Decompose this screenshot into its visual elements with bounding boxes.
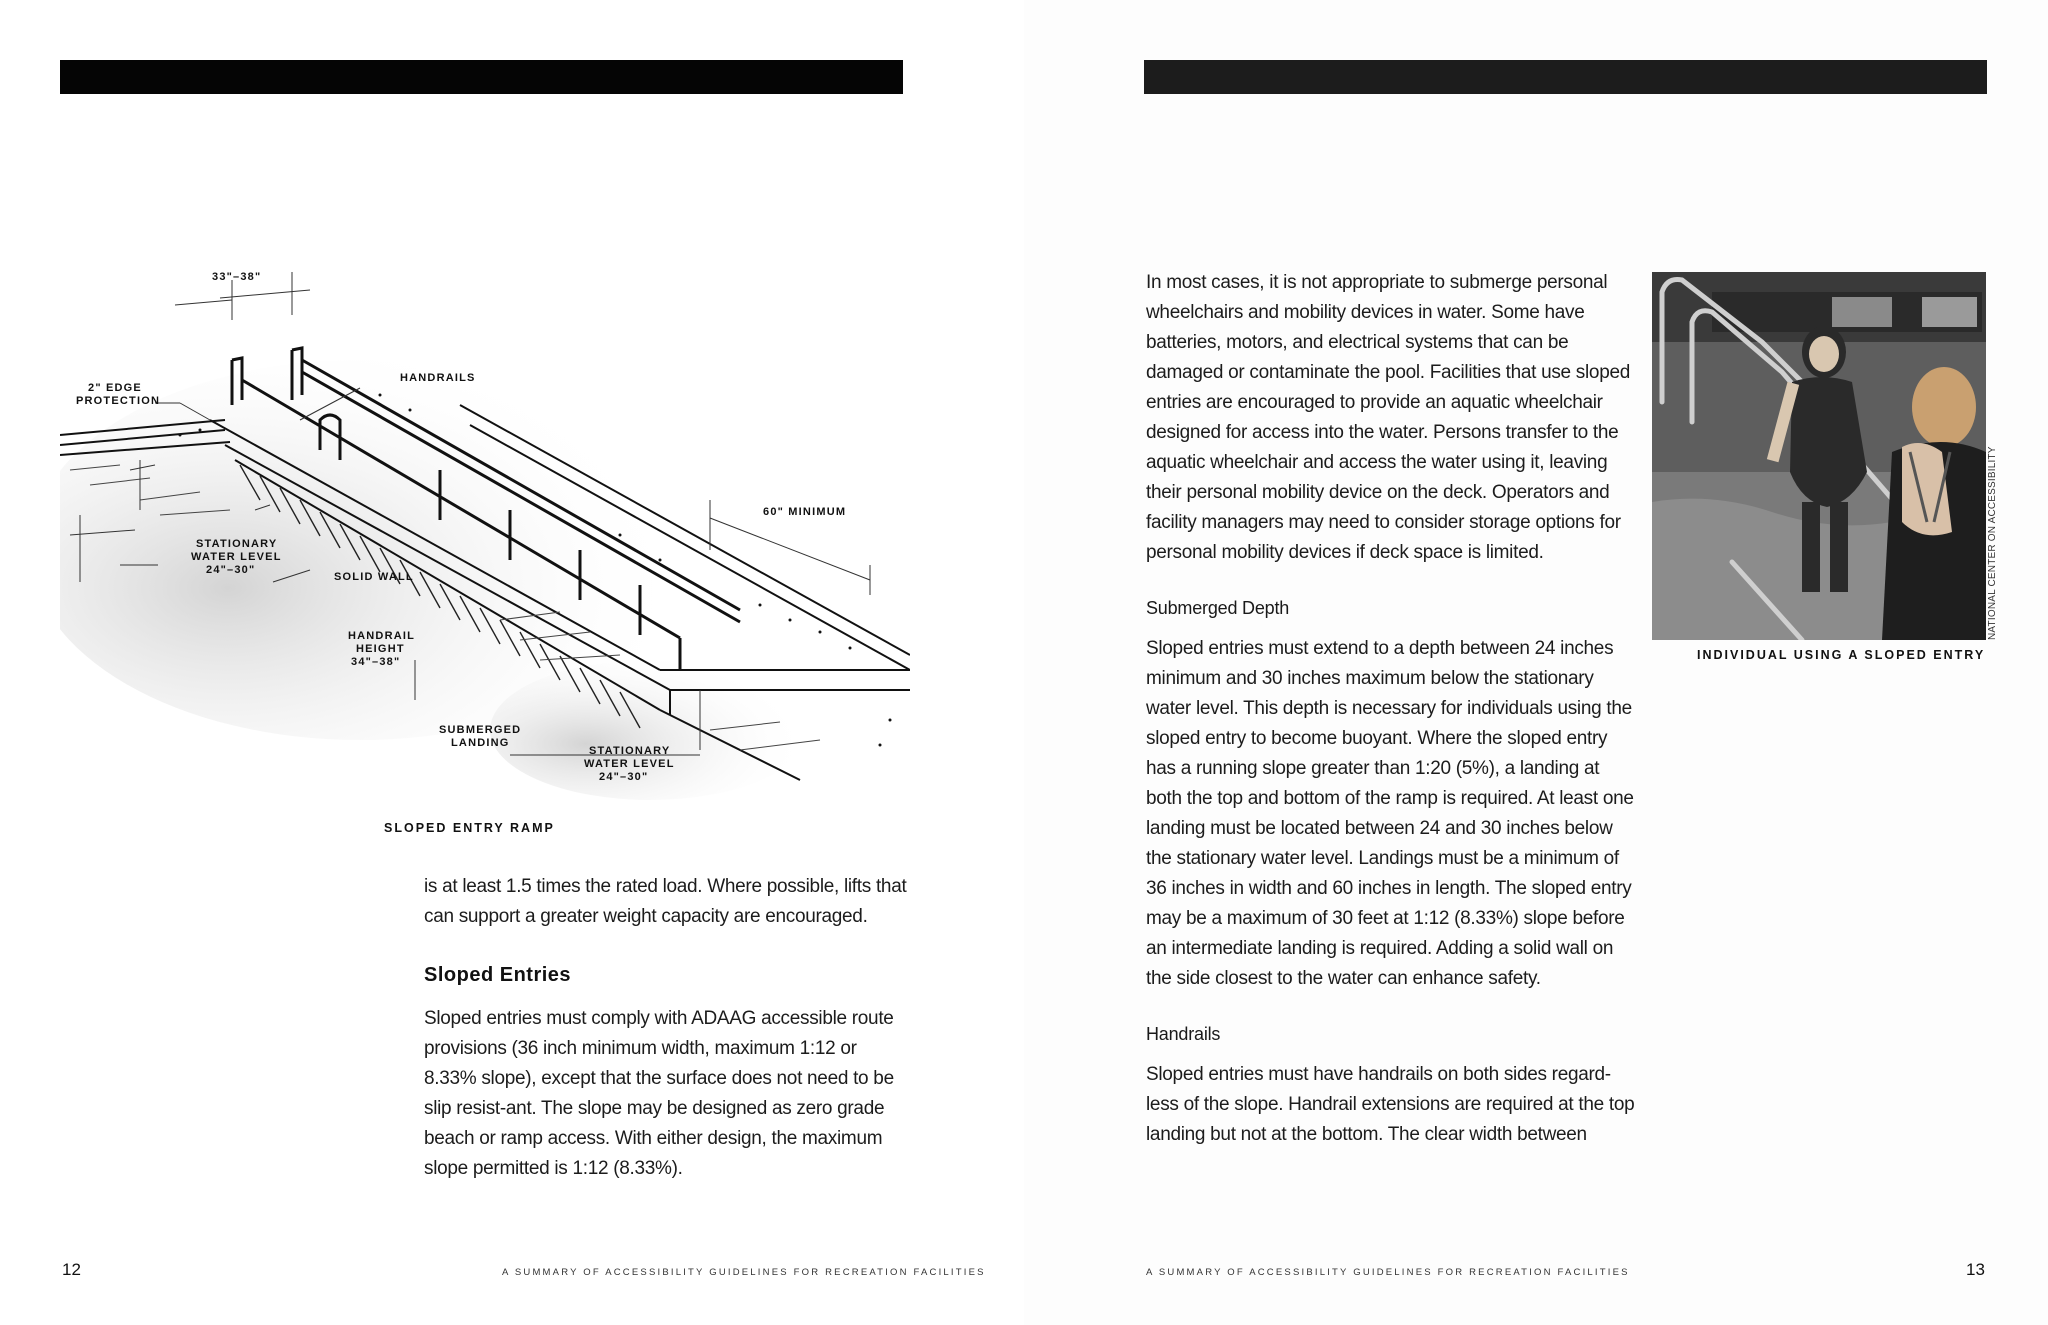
submerged-landing-label-2: LANDING [451, 737, 510, 749]
right-column [1146, 268, 1636, 1150]
left-column [424, 872, 914, 1184]
handrail-height-label: HANDRAIL [348, 630, 416, 642]
solid-wall-label: SOLID WALL [334, 571, 414, 583]
water-level-label-a: STATIONARY [196, 538, 278, 550]
running-footer: A SUMMARY OF ACCESSIBILITY GUIDELINES FOR RECREATION FACILITIES [502, 1267, 986, 1278]
page-number-right: 13 [1966, 1260, 1985, 1279]
subheading-submerged-depth: Submerged Depth [1146, 598, 1290, 618]
submerged-landing-label: SUBMERGED [439, 724, 522, 736]
wheelchair-paragraph: In most cases, it is not appropriate to submerge personal wheelchairs and mobility devices in water. Some have batteries, motors, and electrical systems that can be damaged or contaminate the pool. Facilities that use sloped entries are encouraged to provide an aquatic wheelchair designed for access into the water. Persons transfer to the aquatic wheelchair and access the water using it, leaving their personal mobility device on the deck. Operators and facility managers may need to consider storage options for personal mobility devices if deck space is limited. [1146, 272, 1630, 563]
handrail-height-label-2: HEIGHT [356, 643, 405, 655]
pool-shading-lower [490, 660, 810, 800]
ramp-illustration [60, 260, 910, 820]
running-footer-right: A SUMMARY OF ACCESSIBILITY GUIDELINES FOR RECREATION FACILITIES [1146, 1267, 1630, 1278]
handrails-paragraph: Sloped entries must have handrails on both sides regard-less of the slope. Handrail extensions are required at the top landing but not at the bottom. The clear width between [1146, 1064, 1635, 1145]
water-level-depth-a: 24"–30" [206, 564, 256, 576]
photo-caption: INDIVIDUAL USING A SLOPED ENTRY [1697, 648, 1986, 662]
sloped-entries-paragraph: Sloped entries must comply with ADAAG accessible route provisions (36 inch minimum width, maximum 1:12 or 8.33% slope), except that the surface does not need to be slip resist-ant. The slope may be designed as zero grade beach or ramp access. With either design, the maximum slope permitted is 1:12 (8.33%). [424, 1008, 894, 1179]
handrails-label: HANDRAILS [400, 372, 476, 384]
sloped-entry-ramp-diagram [60, 260, 910, 820]
submerged-depth-paragraph: Sloped entries must extend to a depth between 24 inches minimum and 30 inches maximum below the stationary water level. This depth is necessary for individuals using the sloped entry to become buoyant. Where the sloped entry has a running slope greater than 1:20 (5%), a landing at both the top and bottom of the ramp is required. At least one landing must be located between 24 and 30 inches below the stationary water level. Landings must be a minimum of 36 inches in width and 60 inches in length. The sloped entry may be a maximum of 30 feet at 1:12 (8.33%) slope before an intermediate landing is required. Adding a solid wall on the side closest to the water can enhance safety. [1146, 638, 1634, 989]
handrail-height-value: 34"–38" [351, 656, 401, 668]
photo-illustration [1652, 272, 1986, 640]
intro-paragraph: is at least 1.5 times the rated load. Where possible, lifts that can support a greater weight capacity are encouraged. [424, 876, 907, 927]
section-heading: Sloped Entries [424, 964, 572, 986]
water-level-label-b-2: WATER LEVEL [584, 758, 675, 770]
diagram-caption: SLOPED ENTRY RAMP [384, 821, 555, 835]
edge-protection-label: 2" EDGE [88, 382, 142, 394]
minimum-length-label: 60" MINIMUM [763, 506, 847, 518]
handrail-width-label: 33"–38" [212, 271, 262, 283]
sloped-entry-photo [1652, 272, 1986, 640]
water-level-depth-b: 24"–30" [599, 771, 649, 783]
water-level-label-b: STATIONARY [589, 745, 671, 757]
photo-credit: NATIONAL CENTER ON ACCESSIBILITY [1987, 446, 1998, 640]
edge-protection-label-2: PROTECTION [76, 395, 161, 407]
water-level-label-a-2: WATER LEVEL [191, 551, 282, 563]
subheading-handrails: Handrails [1146, 1024, 1221, 1044]
page-number: 12 [62, 1260, 81, 1279]
header-bar [60, 60, 903, 94]
header-bar [1144, 60, 1987, 94]
